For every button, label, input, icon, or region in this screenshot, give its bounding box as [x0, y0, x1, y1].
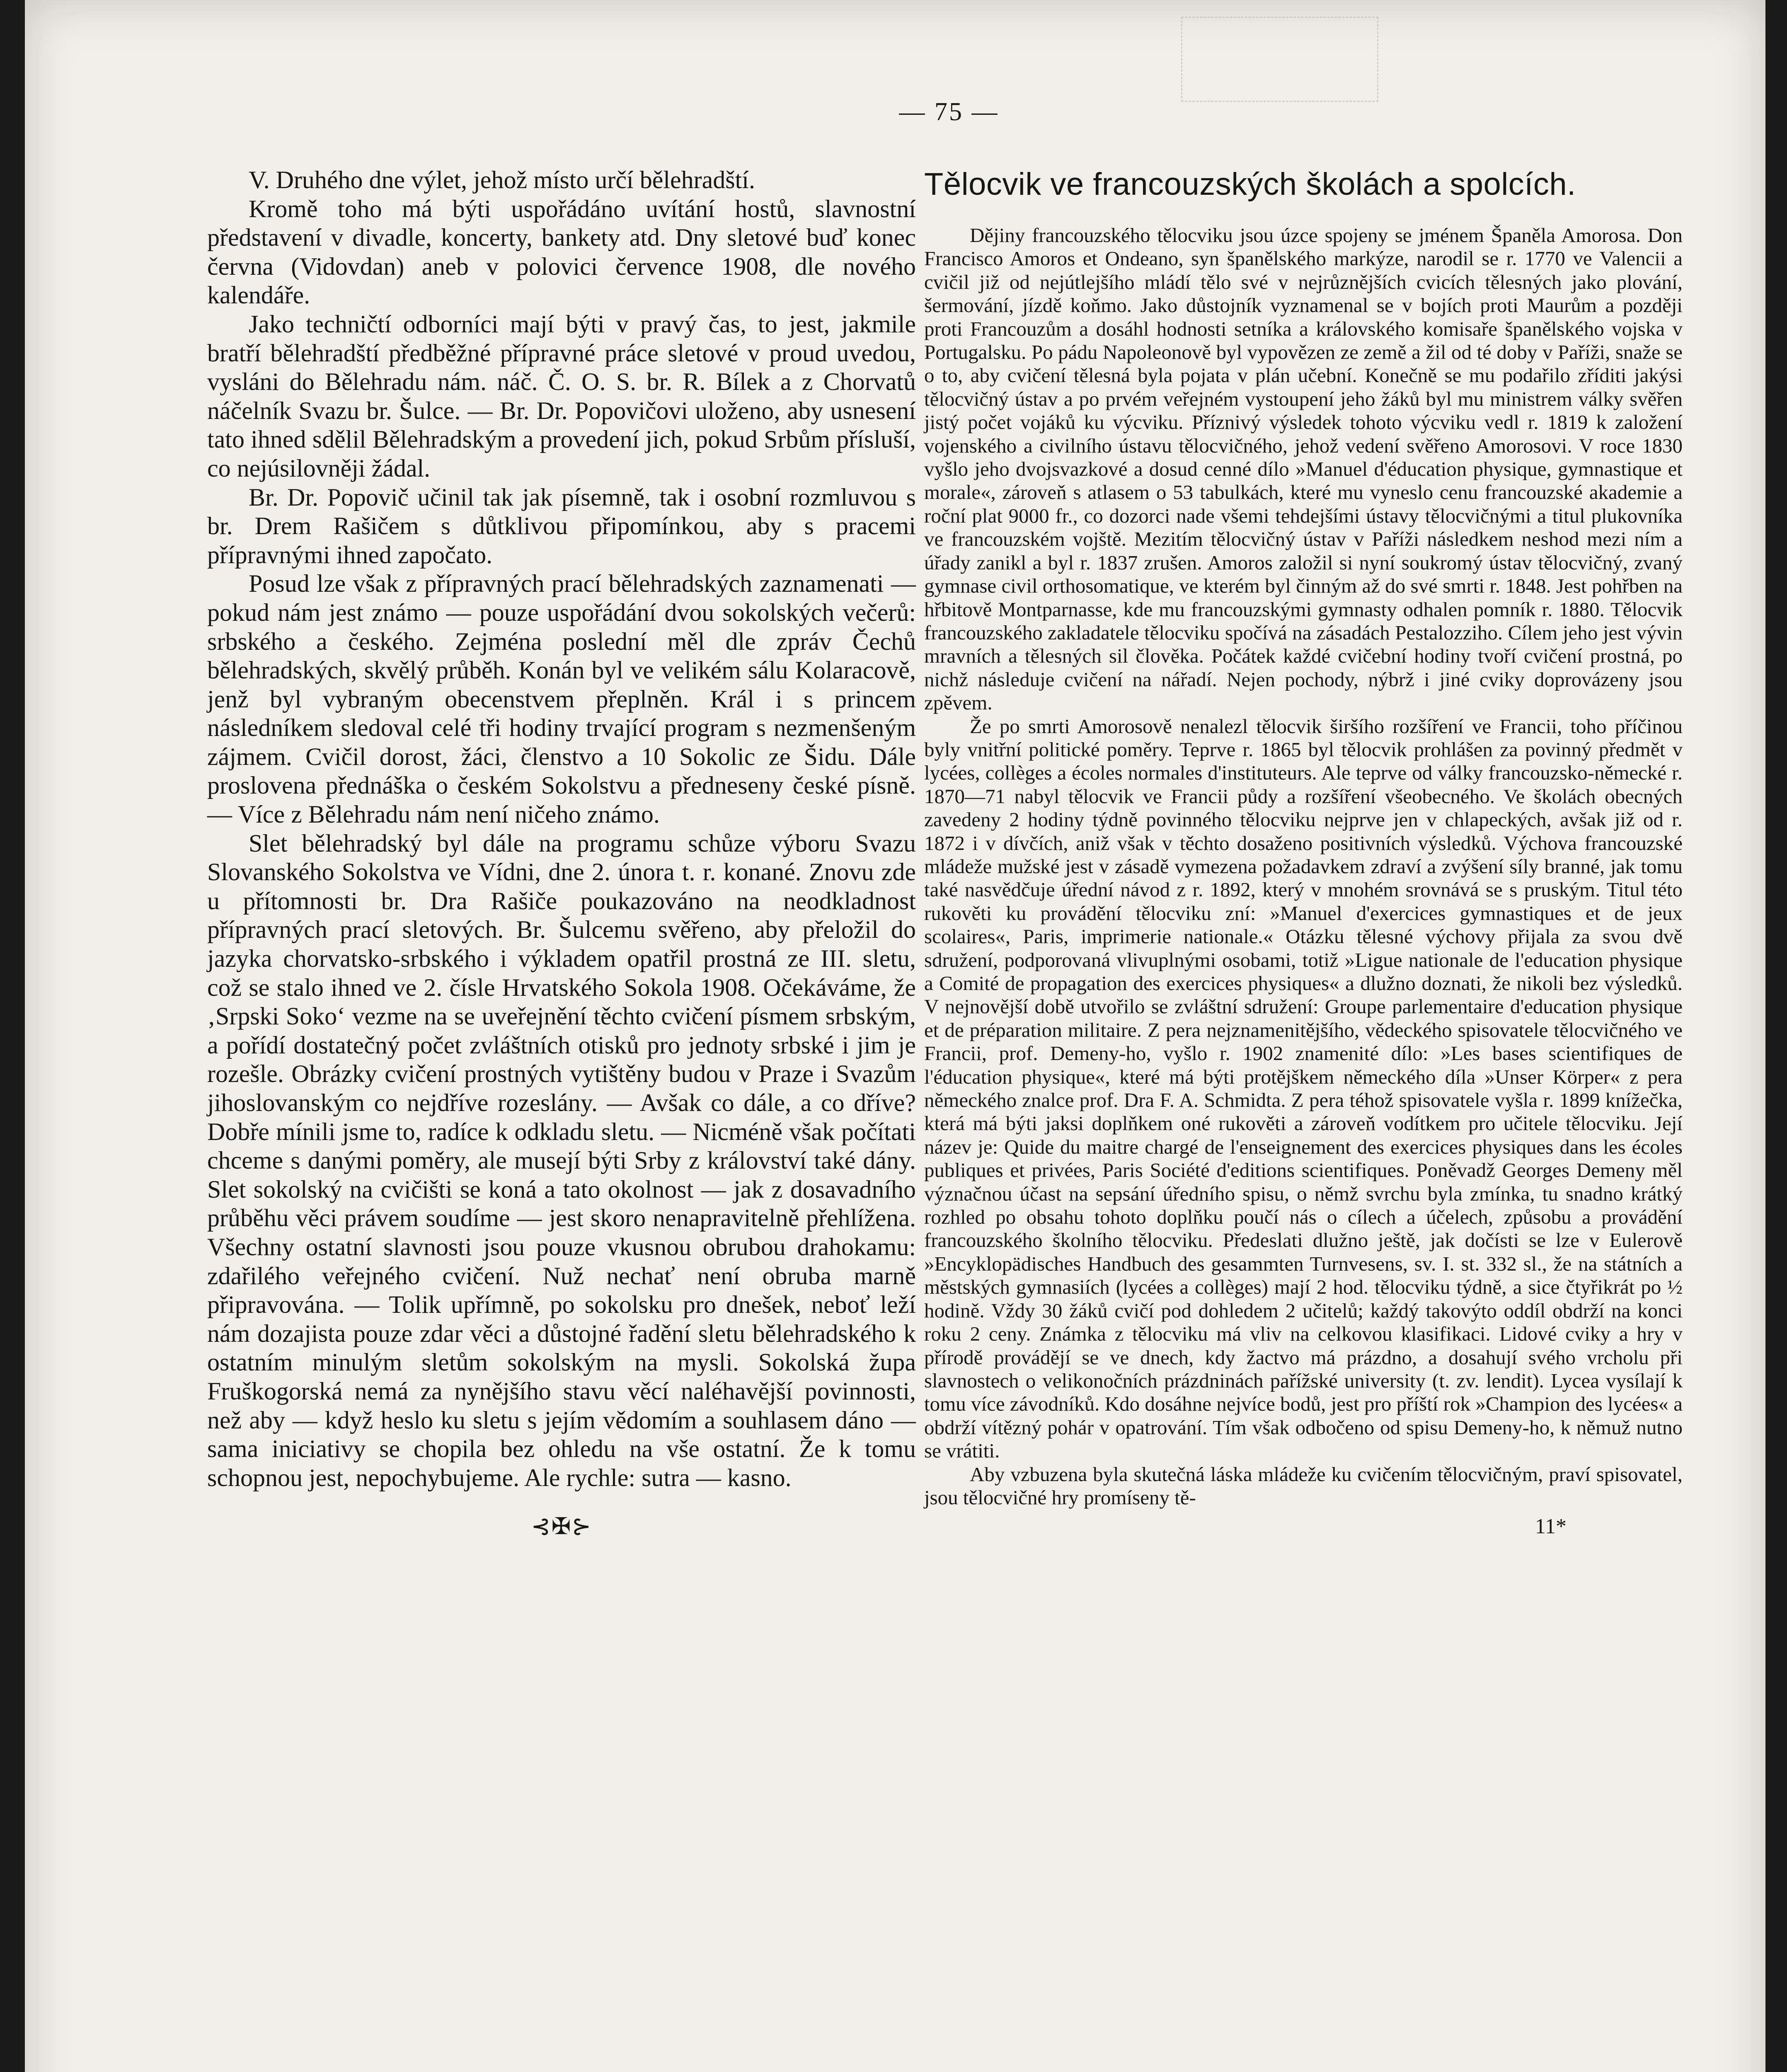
right-paragraph-1: Dějiny francouzského tělocviku jsou úzce spojeny se jménem Španěla Amorosa. Don Francisco Amoros et Ondeano, syn španělského markýze, narodil se r. 1770 ve Valencii a cvičil již od nejútlejšího mládí tělo své v nejrůznějších cvicích tělesných jako plování, šermování, jízdě koňmo. Jako důstojník vyznamenal se v bojích proti Maurům a později proti Francouzům a dosáhl hodnosti setníka a královského komisaře španělského vojska v Portugalsku. Po pádu Napoleonově byl vypovězen ze země a žil od té doby v Paříži, snaže se o to, aby cvičení tělesná byla pojata v plán učební. Konečně se mu podařilo zříditi jakýsi tělocvičný ústav a po prvém veřejném vystoupení jeho žáků byl mu ministrem války svěřen jistý počet vojáků ku výcviku. Příznivý výsledek tohoto výcviku vedl r. 1819 k založení vojenského a civilního ústavu tělocvičného, jehož vedení svěřeno Amorosovi. V roce 1830 vyšlo jeho dvojsvazkové a dosud cenné dílo »Manuel d'éducation physique, gymnastique et morale«, zároveň s atlasem o 53 tabulkách, které mu vyneslo cenu francouzské akademie a roční plat 9000 fr., co dozorci nade všemi tehdejšími ústavy tělocvičnými a titul plukovníka ve francouzském vojště. Mezitím tělocvičný ústav v Paříži následkem neshod mezi ním a úřady zanikl a byl r. 1837 zrušen. Amoros založil si nyní soukromý ústav tělocvičný, zvaný gymnase civil orthosomatique, ve kterém byl činným až do své smrti r. 1848. Jest pohřben na hřbitově Montparnasse, kde mu francouzskými gymnasty odhalen pomník r. 1880. Tělocvik francouzského zakladatele tělocviku spočívá na zásadách Pestalozziho. Cílem jeho jest vývin mravních a tělesných sil člověka. Počátek každé cvičební hodiny tvoří cvičení prostná, po nichž následuje cvičení na nářadí. Nejen pochody, nýbrž i jiné cviky doprovázeny jsou zpěvem.: [924, 224, 1683, 714]
library-stamp: [1181, 17, 1378, 102]
right-paragraph-2: Že po smrti Amorosově nenalezl tělocvik širšího rozšíření ve Francii, toho příčinou byly vnitřní politické poměry. Teprve r. 1865 byl tělocvik prohlášen za povinný předmět v lycées, collèges a écoles normales d'instituteurs. Ale teprve od války francouzsko-německé r. 1870—71 nabyl tělocvik ve Francii půdy a rozšíření všeobecného. Ve školách obecných zavedeny 2 hodiny týdně povinného tělocviku nejprve jen v chlapeckých, avšak již od r. 1872 i v dívčích, aniž však v těchto dosaženo positivních výsledků. Výchova francouzské mládeže mužské jest v zásadě vymezena požadavkem zdraví a zvýšení síly branné, jak tomu také nasvědčuje úřední návod z r. 1892, který v mnohém srovnává se s pruským. Titul této rukověti ku provádění tělocviku zní: »Manuel d'exercices gymnastiques et de jeux scolaires«, Paris, imprimerie nationale.« Otázku tělesné výchovy přijala za svou dvě sdružení, podporovaná vlivuplnými osobami, totiž »Ligue nationale de l'education physique a Comité de propagation des exercices physiques« a dlužno doznati, že nikoli bez výsledků. V nejnovější době utvořilo se zvláštní sdružení: Groupe parlementaire d'education physique et de préparation militaire. Z pera nejznamenitějšího, vědeckého spisovatele tělocvičného ve Francii, prof. Demeny-ho, vyšlo r. 1902 znamenité dílo: »Les bases scientifiques de l'éducation physique«, které má býti protějškem německého díla »Unser Körper« z pera německého znalce prof. Dra F. A. Schmidta. Z pera téhož spisovatele vyšla r. 1899 knížečka, která má býti jaksi doplňkem oné rukověti a zároveň vodítkem pro učitele tělocviku. Její název je: Quide du maitre chargé de l'enseignement des exercices physiques dans les écoles publiques et privées, Paris Société d'editions scientifiques. Poněvadž Georges Demeny měl význačnou účast na sepsání úředního spisu, o němž svrchu byla zmínka, tu snadno krátký rozhled po obsahu tohoto doplňku poučí nás o cílech a účelech, způsobu a provádění francouzského školního tělocviku. Předeslati dlužno ještě, jak dočísti se lze v Eulerově »Encyklopädisches Handbuch des gesammten Turnvesens, sv. I. st. 332 sl., že na státních a městských gymnasiích (lycées a collèges) mají 2 hod. tělocviku týdně, a sice čtyřikrát po ½ hodině. Vždy 30 žáků cvičí pod dohledem 2 učitelů; každý takovýto oddíl obdrží na konci roku 2 ceny. Známka z tělocviku má vliv na celkovou klasifikaci. Lidové cviky a hry v přírodě provádějí se ve dnech, kdy žactvo má prázdno, a dosahují svého vrcholu při slavnostech o velikonočních prázdninách pařížské university (t. zv. lendit). Lycea vysílají k tomu více závodníků. Kdo dosáhne nejvíce bodů, jest pro příští rok »Champion des lycées« a obdrží vítězný pohár v opatrování. Tím však odbočeno od spisu Demeny-ho, k němuž nutno se vrátiti.: [924, 714, 1683, 1462]
left-paragraph-5: Posud lze však z přípravných prací bělehradských zaznamenati — pokud nám jest známo — pouze uspořádání dvou sokolských večerů: srbského a českého. Zejména poslední měl dle zpráv Čechů bělehradských, skvělý průběh. Konán byl ve velikém sálu Kolaracově, jenž byl vybraným obecenstvem přeplněn. Král i s princem následníkem sledoval celé tři hodiny trvající program s nezmenšeným zájmem. Cvičil dorost, žáci, členstvo a 10 Sokolic ze Šidu. Dále proslovena přednáška o českém Sokolstvu a předneseny české písně. — Více z Bělehradu nám není ničeho známo.: [207, 570, 916, 828]
left-column: [207, 166, 916, 1540]
left-paragraph-4: Br. Dr. Popovič učinil tak jak písemně, tak i osobní rozmluvou s br. Drem Rašičem s důtklivou připomínkou, aby s pracemi přípravnými ihned započato.: [207, 483, 916, 569]
article-title: Tělocvik ve francouzských školách a spolcích.: [924, 167, 1576, 202]
printer-signature-mark: 11*: [1535, 1515, 1567, 1539]
right-paragraph-3: Aby vzbuzena byla skutečná láska mládeže ku cvičením tělocvičným, praví spisovatel, jsou tělocvičné hry promíseny tě-: [924, 1462, 1683, 1509]
page: [25, 0, 1765, 2072]
left-paragraph-6: Slet bělehradský byl dále na programu schůze výboru Svazu Slovanského Sokolstva ve Vídni, dne 2. února t. r. konané. Znovu zde u přítomnosti br. Dra Rašiče poukazováno na neodkladnost přípravných prací sletových. Br. Šulcemu svěřeno, aby přeložil do jazyka chorvatsko-srbského i výkladem opatřil prostná ze III. sletu, což se stalo ihned ve 2. čísle Hrvatského Sokola 1908. Očekáváme, že ‚Srpski Soko‘ vezme na se uveřejnění těchto cvičení písmem srbským, a pořídí dostatečný počet zvláštních otisků pro jednoty srbské i jim je rozešle. Obrázky cvičení prostných vytištěny budou v Praze i Svazům jihoslovanským co nejdříve rozeslány. — Avšak co dále, a co dříve? Dobře mínili jsme to, radíce k odkladu sletu. — Nicméně však počítati chceme s danými poměry, ale musejí býti Srby z království také dány. Slet sokolský na cvičišti se koná a tato okolnost — jak z dosavadního průběhu věci právem soudíme — jest skoro nenapravitelně přehlížena. Všechny ostatní slavnosti jsou pouze vkusnou obrubou drahokamu: zdařilého veřejného cvičení. Nuž nechať není obruba marně připravována. — Tolik upřímně, po sokolsku pro dnešek, neboť leží nám dozajista pouze zdar věci a důstojné řadění sletu bělehradského k ostatním minulým sletům sokolským na mysli. Sokolská župa Fruškogorská nemá za nynějšího stavu věcí naléhavější povinnosti, než aby — když heslo ku sletu s jejím vědomím a souhlasem dáno — sama iniciativy se chopila bez ohledu na vše ostatní. Že k tomu schopnou jest, nepochybujeme. Ale rychle: sutra — kasno.: [207, 829, 916, 1491]
left-paragraph-3: Jako techničtí odborníci mají býti v pravý čas, to jest, jakmile bratří bělehradští předběžné přípravné práce sletové v proud uvedou, vysláni do Bělehradu nám. náč. Č. O. S. br. R. Bílek a z Chorvatů náčelník Svazu br. Šulce. — Br. Dr. Popovičovi uloženo, aby usnesení tato ihned sdělil Bělehradským a provedení jich, pokud Srbům přísluší, co nejúsilovněji žádal.: [207, 310, 916, 482]
page-number: — 75 —: [899, 98, 999, 126]
left-paragraph-2: Kromě toho má býti uspořádáno uvítání hostů, slavnostní představení v divadle, koncerty, bankety atd. Dny sletové buď konec června (Vidovdan) aneb v polovici července 1908, dle nového kalendáře.: [207, 195, 916, 309]
section-ornament: ⊰✠⊱: [531, 1514, 592, 1540]
right-column: [924, 166, 1683, 1539]
left-paragraph-1: V. Druhého dne výlet, jehož místo určí bělehradští.: [249, 166, 755, 194]
